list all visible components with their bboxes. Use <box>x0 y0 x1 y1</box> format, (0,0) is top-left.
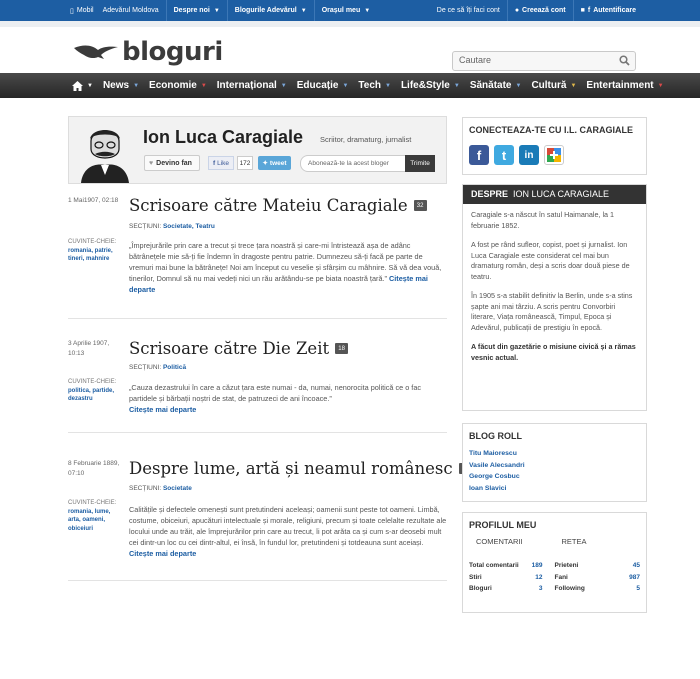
post-title[interactable] <box>129 459 472 478</box>
about-highlight: A făcut din gazetărie o misiune civică și a rămas vesnic actual. <box>471 342 636 362</box>
stat-label: Bloguri <box>469 585 492 592</box>
connect-title: CONECTEAZA-TE CU I.L. CARAGIALE <box>469 125 633 135</box>
search-icon[interactable] <box>619 55 630 66</box>
login-link[interactable] <box>573 0 700 21</box>
author-profile <box>68 116 447 184</box>
blogroll-box <box>462 423 647 502</box>
about-head-label: DESPRE <box>471 189 509 199</box>
linkedin-icon[interactable]: in <box>519 145 539 165</box>
comment-count-badge[interactable]: 32 <box>414 200 427 211</box>
tweet-button[interactable] <box>258 156 291 170</box>
chevron-down-icon: ▼ <box>87 82 93 89</box>
mobile-icon: ▯ <box>70 7 74 15</box>
oras-label: Orașul meu <box>321 7 361 14</box>
stat-row[interactable] <box>555 572 641 584</box>
become-fan-label: Devino fan <box>156 159 192 167</box>
create-account-link[interactable] <box>507 0 573 21</box>
author-subtitle: Scriitor, dramaturg, jurnalist <box>320 135 412 144</box>
blog-post <box>68 459 453 581</box>
facebook-icon[interactable]: f <box>469 145 489 165</box>
blogroll-item[interactable]: Titu Maiorescu <box>469 450 517 457</box>
chevron-down-icon: ▼ <box>280 82 287 89</box>
author-portrait <box>73 121 137 183</box>
stat-row[interactable] <box>469 572 555 584</box>
about-paragraph: A fost pe rând sufleor, copist, poet și jurnalist. Ion Luca Caragiale este considerat cel mai bun dramaturg român, deși a scris doar două piese de teatru. <box>471 240 630 281</box>
bloguri-label: Blogurile Adevărul <box>234 7 297 14</box>
nav-item-news[interactable] <box>103 80 139 91</box>
blogroll-title: BLOG ROLL <box>469 431 522 441</box>
post-excerpt <box>129 504 447 559</box>
post-title-text[interactable]: Scrisoare către Mateiu Caragiale <box>129 196 408 215</box>
twitter-icon[interactable]: t <box>494 145 514 165</box>
nav-item-tech[interactable] <box>358 80 391 91</box>
facebook-like-button[interactable] <box>208 156 234 170</box>
stat-row[interactable] <box>469 583 555 595</box>
excerpt-text: „Cauza dezastrului în care a căzut țara este numai - da, numai, nenorocita politică ce o fac partidele și bărbații noștri de stat, de patruzeci de ani încoace.” <box>129 383 422 403</box>
chevron-down-icon: ▼ <box>133 82 140 89</box>
stat-label: Following <box>554 585 585 592</box>
nav-label: Internațional <box>216 80 277 91</box>
eagle-icon <box>74 42 118 62</box>
chevron-down-icon: ▼ <box>300 7 307 14</box>
about-head-name: ION LUCA CARAGIALE <box>513 189 610 199</box>
logo[interactable] <box>74 37 223 67</box>
why-account-label: De ce să îți faci cont <box>436 7 500 14</box>
post-keywords <box>68 238 124 264</box>
tweet-label: tweet <box>269 159 287 167</box>
read-more-link[interactable]: Citește mai departe <box>129 549 197 558</box>
plus-icon <box>547 148 561 162</box>
network-column <box>555 537 641 595</box>
stat-label: Stiri <box>469 573 482 581</box>
site-link[interactable] <box>101 0 167 21</box>
nav-label: Educație <box>296 80 339 91</box>
nav-label: Economie <box>149 80 197 91</box>
keywords-links[interactable]: romania, patrie, tineri, mahnire <box>68 247 113 262</box>
about-paragraph: În 1905 s-a stabilit definitiv la Berlin, unde s-a stins șapte ani mai târziu. A scris pentru Convorbiri literare, Viața românească, Timpul, Epoca și Adevărul, publicații de prestigiu în epocă. <box>471 291 633 332</box>
read-more-link[interactable]: Citește mai departe <box>129 274 428 294</box>
despre-menu[interactable] <box>167 0 228 21</box>
post-sections <box>129 223 215 230</box>
post-title[interactable] <box>129 339 348 358</box>
nav-item-interna-ional[interactable] <box>217 80 287 91</box>
post-excerpt <box>129 240 447 295</box>
chevron-down-icon: ▼ <box>570 82 577 89</box>
read-more-link[interactable]: Citește mai departe <box>129 405 197 414</box>
post-date: 8 Februarie 1889, 07:10 <box>68 460 120 477</box>
nav-item-cultur-[interactable] <box>531 80 576 91</box>
chevron-down-icon: ▼ <box>213 7 220 14</box>
keywords-label: CUVINTE-CHEIE: <box>68 379 117 385</box>
like-label: Like <box>217 159 230 167</box>
nav-item-educa-ie[interactable] <box>297 80 349 91</box>
blogroll-list <box>463 448 646 501</box>
why-account-link[interactable] <box>430 0 507 21</box>
post-title-text[interactable]: Despre lume, artă și neamul românesc <box>129 459 453 478</box>
post-date: 3 Aprilie 1907, 10:13 <box>68 340 110 357</box>
nav-label: News <box>102 80 130 91</box>
nav-label: Entertainment <box>586 80 654 91</box>
chevron-down-icon: ▼ <box>364 7 371 14</box>
keywords-label: CUVINTE-CHEIE: <box>68 239 117 245</box>
mobile-link[interactable] <box>0 0 101 21</box>
googleplus-icon[interactable] <box>544 145 564 165</box>
stat-label: Prieteni <box>554 562 579 569</box>
blogroll-item[interactable]: Vasile Alecsandri <box>469 461 525 469</box>
post-keywords <box>68 499 124 533</box>
nav-item-s-n-tate[interactable] <box>470 80 522 91</box>
sections-links[interactable]: Politică <box>162 364 187 371</box>
twitter-icon: ✦ <box>262 160 268 167</box>
blog-post <box>68 196 447 319</box>
post-excerpt <box>129 382 447 415</box>
network-heading: RETEA <box>561 537 587 546</box>
stat-row[interactable] <box>555 560 641 572</box>
nav-home[interactable] <box>72 81 93 91</box>
login-label: Autentificare <box>593 7 636 14</box>
chevron-down-icon: ▼ <box>342 82 349 89</box>
post-sections <box>129 485 192 492</box>
facebook-icon: f <box>212 159 216 167</box>
main-nav <box>0 73 700 98</box>
sections-label: SECȚIUNI: <box>129 485 162 492</box>
sections-links[interactable]: Societate, Teatru <box>162 223 215 230</box>
stat-value: 12 <box>535 573 543 581</box>
mobile-label: Mobil <box>76 7 94 14</box>
nav-item-economie[interactable] <box>149 80 207 91</box>
user-icon: ● <box>514 7 520 14</box>
stat-row[interactable] <box>469 560 555 572</box>
stat-value: 45 <box>632 562 640 569</box>
create-account-label: Creează cont <box>522 7 566 14</box>
keywords-links[interactable]: politica, partide, dezastru <box>68 387 115 402</box>
stat-value: 987 <box>629 573 640 581</box>
post-keywords <box>68 378 124 404</box>
comment-count-badge[interactable]: 18 <box>335 343 348 354</box>
sections-links[interactable]: Societate <box>162 485 192 492</box>
keywords-label: CUVINTE-CHEIE: <box>68 500 117 506</box>
nav-item-entertainment[interactable] <box>586 80 663 91</box>
bloguri-menu[interactable] <box>228 0 315 21</box>
author-name: Ion Luca Caragiale <box>143 127 304 147</box>
about-box <box>462 184 647 411</box>
nav-item-life-style[interactable] <box>401 80 460 91</box>
post-title[interactable] <box>129 196 427 215</box>
nav-label: Cultură <box>531 80 567 91</box>
search-placeholder: Cautare <box>459 55 492 65</box>
nav-label: Tech <box>358 80 381 91</box>
connect-box <box>462 117 647 175</box>
site-label: Adevărul Moldova <box>102 7 159 14</box>
stat-value: 3 <box>538 585 543 592</box>
chevron-down-icon: ▼ <box>515 82 522 89</box>
subscribe-button[interactable]: Trimite <box>405 155 435 172</box>
blogroll-item[interactable]: Ioan Slavici <box>469 484 507 492</box>
blog-post <box>68 339 447 433</box>
post-sections <box>129 364 186 371</box>
stat-label: Fani <box>554 573 568 581</box>
sections-label: SECȚIUNI: <box>129 223 162 230</box>
sections-label: SECȚIUNI: <box>129 364 162 371</box>
excerpt-text: „Împrejurările prin care a trecut și trece țara noastră și care-mi întristează așa de adânc bătrânețele mie să-ți fie îndemn în dragoste pentru patrie. Dumnezeu să-ți facă pe parte de vremuri mai bune la bătrânețe! Noi am început cu veselie și sfârșim cu mâhnire. Să vă dea vouă, tinerilor, Domnul să nu mai vedeți nici un rău arătându-se pe biata noastră țară.” <box>129 241 442 283</box>
heart-icon: ♥ <box>149 159 154 167</box>
my-profile-box <box>462 512 647 613</box>
facebook-small-icon: f <box>587 7 591 14</box>
subscribe-placeholder: Abonează-te la acest bloger <box>308 160 389 167</box>
stat-value: 189 <box>531 562 543 569</box>
chevron-down-icon: ▼ <box>453 82 460 89</box>
nav-label: Life&Style <box>400 80 450 91</box>
post-date: 1 Mai1907, 02:18 <box>68 197 119 204</box>
chevron-down-icon: ▼ <box>657 82 664 89</box>
like-count: 172 <box>237 156 253 170</box>
chevron-down-icon: ▼ <box>385 82 391 89</box>
stat-row[interactable] <box>555 583 641 595</box>
home-icon <box>72 81 83 91</box>
blogroll-item[interactable]: George Cosbuc <box>469 473 520 480</box>
header <box>0 21 700 73</box>
subscribe-input[interactable] <box>300 155 406 172</box>
comments-heading: COMENTARII <box>476 537 523 546</box>
social-icons <box>463 142 646 168</box>
become-fan-button[interactable] <box>144 155 200 171</box>
top-bar <box>0 0 700 21</box>
stat-label: Total comentarii <box>469 562 519 569</box>
despre-label: Despre noi <box>173 7 210 14</box>
lock-icon: ■ <box>580 7 585 14</box>
post-title-text[interactable]: Scrisoare către Die Zeit <box>129 339 330 358</box>
search-input[interactable] <box>452 51 636 71</box>
about-header <box>463 185 646 204</box>
keywords-links[interactable]: romania, lume, arta, oameni, obiceiuri <box>68 508 111 532</box>
excerpt-text: Calitățile și defectele omenești sunt pretutindeni aceleași; oamenii sunt peste tot oameni. Limbă, costume, obiceiuri, apucături intelectuale și morale, religiuni, precum și toate celelalte rezultate ale locului unde au trăit, ale împrejurărilor prin care au trecut, îi pot arăta ca și cum s-ar deosebi mult cei dintr-un loc cu cei dintr-altul, ei însă, în fundul lor, pretutindeni și totdeauna sunt aceiași. <box>129 505 447 547</box>
about-paragraph: Caragiale s-a născut în satul Haimanale, la 1 februarie 1852. <box>471 210 615 230</box>
nav-label: Sănătate <box>469 80 512 91</box>
comments-column <box>469 537 555 595</box>
about-text <box>463 204 646 378</box>
my-profile-title: PROFILUL MEU <box>469 520 537 530</box>
stat-value: 5 <box>636 585 640 592</box>
logo-text: bloguri <box>122 37 223 67</box>
chevron-down-icon: ▼ <box>200 82 207 89</box>
oras-menu[interactable] <box>315 0 377 21</box>
